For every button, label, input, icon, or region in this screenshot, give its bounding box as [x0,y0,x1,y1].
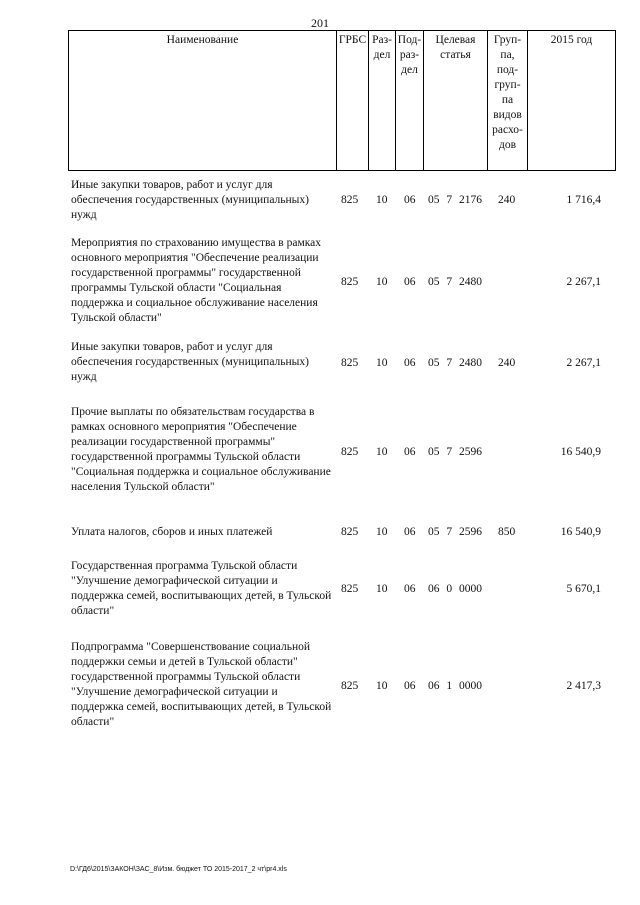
file-path-footer: D:\ГД6\2015\ЗАКОН\ЗАС_8\Изм. бюджет ТО 2015-2017_2 чт\pr4.xls [70,866,287,873]
row-sum: 2 417,3 [566,680,601,692]
row-razdel: 10 [376,194,388,206]
row-cs: 05 7 2176 [428,194,482,206]
row-grbs: 825 [341,276,359,288]
row-cs: 05 7 2596 [428,446,482,458]
table-row [68,525,616,541]
row-razdel: 10 [376,446,388,458]
table-row [68,178,616,223]
table-row [68,340,616,385]
row-grbs: 825 [341,446,359,458]
row-podrazdel: 06 [404,583,416,595]
table-row [68,559,616,621]
header-grbs: ГРБС [336,31,368,170]
row-razdel: 10 [376,276,388,288]
row-sum: 16 540,9 [560,526,601,538]
row-podrazdel: 06 [404,194,416,206]
row-razdel: 10 [376,357,388,369]
row-grbs: 825 [341,583,359,595]
row-podrazdel: 06 [404,680,416,692]
header-podrazdel: Под- раз- дел [395,31,423,170]
row-name: Мероприятия по страхованию имущества в рамках основного мероприятия "Обеспечение реализации государственной программы" государственной программы Тульской области "Социальная поддержка и социальное обслуживание населения Тульской области" [71,237,322,324]
row-cs: 06 0 0000 [428,583,482,595]
row-grp: 240 [498,194,516,206]
row-name: Уплата налогов, сборов и иных платежей [71,526,273,538]
row-sum: 2 267,1 [566,357,601,369]
row-name: Иные закупки товаров, работ и услуг для обеспечения государственных (муниципальных) нужд [71,341,309,383]
row-sum: 2 267,1 [566,276,601,288]
row-grp: 850 [498,526,516,538]
row-grp: 240 [498,357,516,369]
row-cs: 05 7 2596 [428,526,482,538]
table-row [68,405,616,497]
row-grbs: 825 [341,680,359,692]
row-name: Подпрограмма "Совершенствование социальной поддержки семьи и детей в Тульской области" государственной программы Тульской области "Улучшение демографической ситуации и поддержка семей, воспитывающих детей, в Тульской области" [71,641,332,728]
row-grbs: 825 [341,526,359,538]
table-row [68,640,616,732]
header-gruppa: Груп- па, под- груп- па видов расхо- дов [487,31,527,170]
header-year: 2015 год [527,31,615,170]
row-podrazdel: 06 [404,526,416,538]
row-grbs: 825 [341,357,359,369]
row-razdel: 10 [376,680,388,692]
row-podrazdel: 06 [404,357,416,369]
header-celevaya: Целевая статья [423,31,487,170]
row-cs: 05 7 2480 [428,357,482,369]
table-row [68,236,616,328]
row-name: Иные закупки товаров, работ и услуг для обеспечения государственных (муниципальных) нужд [71,179,309,221]
row-cs: 06 1 0000 [428,680,482,692]
row-cs: 05 7 2480 [428,276,482,288]
row-sum: 16 540,9 [560,446,601,458]
row-name: Прочие выплаты по обязательствам государства в рамках основного мероприятия "Обеспечение реализации государственной программы" государственной программы Тульской области "Социальная поддержка и социальное обслуживание населения Тульской области" [71,406,331,493]
row-grbs: 825 [341,194,359,206]
row-sum: 1 716,4 [566,194,601,206]
page-number: 201 [311,16,329,30]
row-razdel: 10 [376,526,388,538]
header-razdel: Раз- дел [368,31,395,170]
row-podrazdel: 06 [404,446,416,458]
table-header [68,30,616,171]
row-podrazdel: 06 [404,276,416,288]
header-name: Наименование [166,34,239,46]
row-name: Государственная программа Тульской области "Улучшение демографической ситуации и поддержка семей, воспитывающих детей, в Тульской области" [71,560,332,617]
row-sum: 5 670,1 [566,583,601,595]
row-razdel: 10 [376,583,388,595]
